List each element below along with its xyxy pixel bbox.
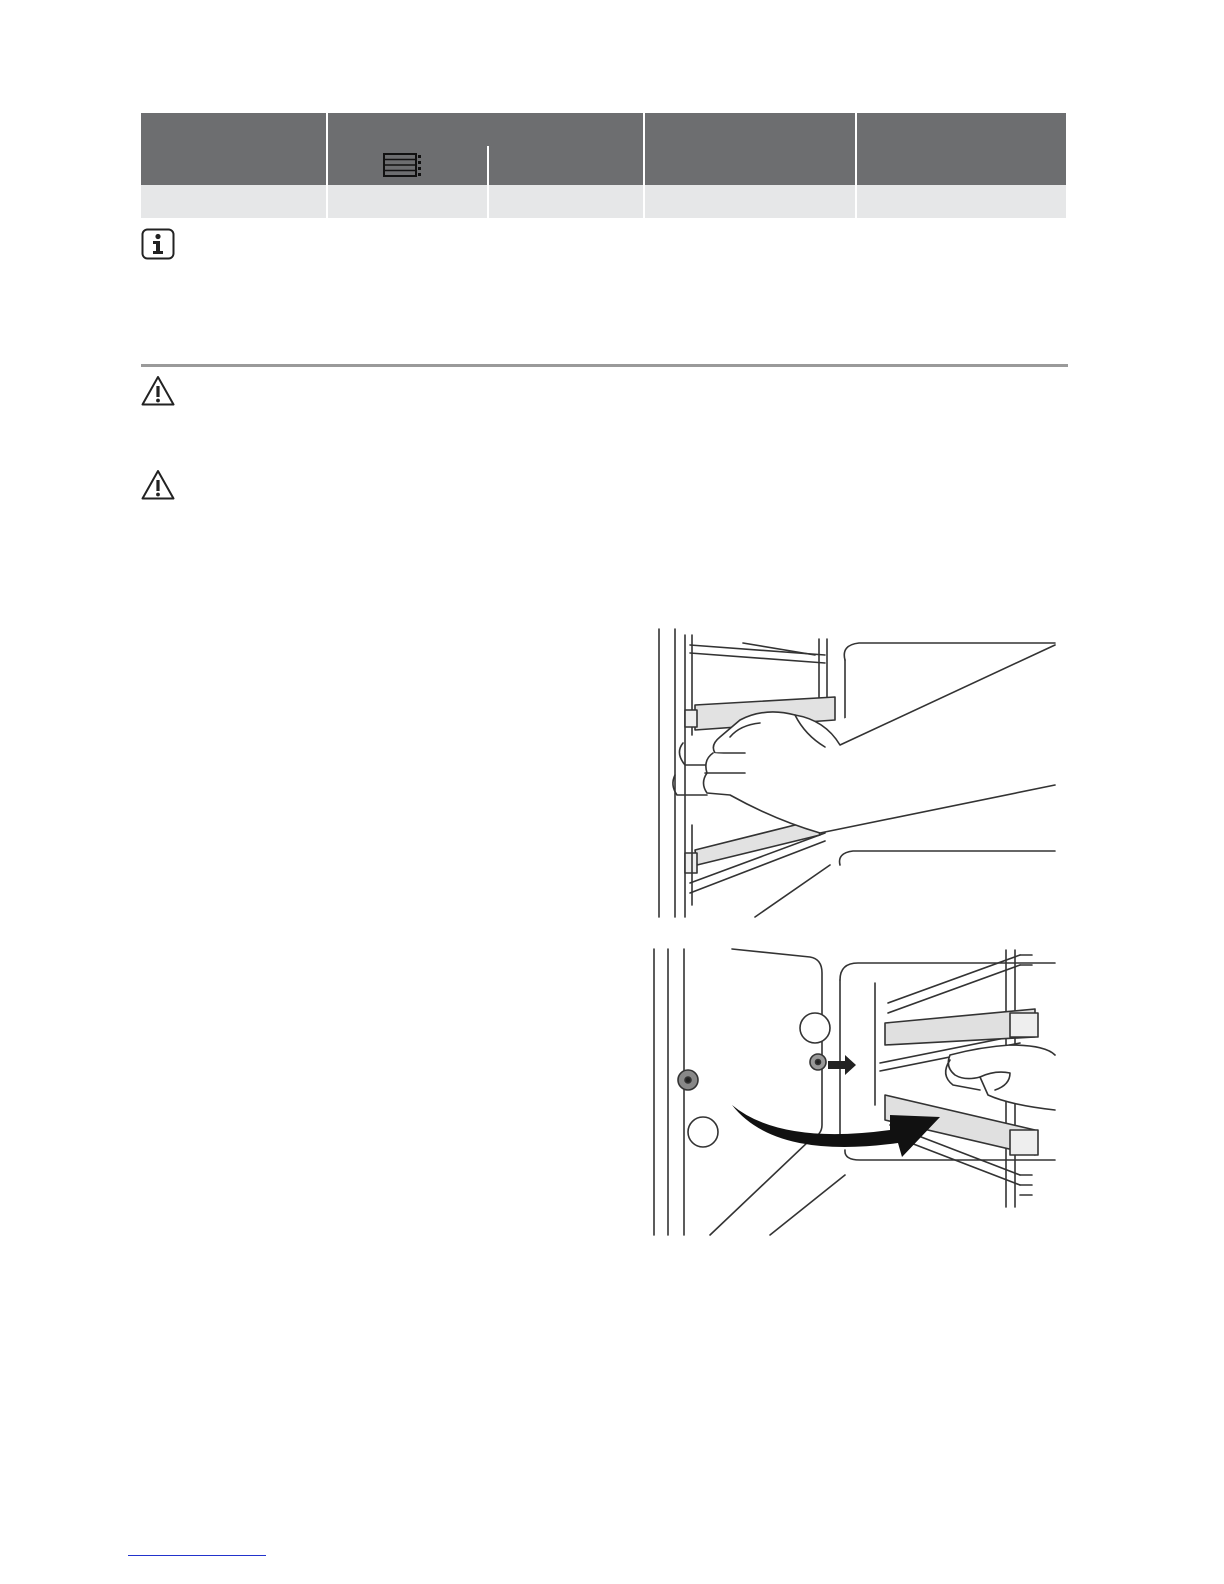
install-shelf-support-illustration <box>650 945 1060 1237</box>
header-divider <box>326 113 328 185</box>
row-divider <box>643 185 645 218</box>
section-divider <box>141 364 1068 367</box>
row-divider <box>487 185 489 218</box>
table-header <box>141 113 1066 185</box>
data-table <box>141 113 1066 218</box>
header-divider <box>643 113 645 185</box>
row-divider <box>326 185 328 218</box>
info-icon <box>141 228 175 260</box>
insert-arrow-icon <box>828 1055 856 1075</box>
warning-icon <box>140 374 176 408</box>
table-row <box>141 185 1066 218</box>
remove-shelf-support-illustration <box>655 625 1060 920</box>
header-subdivider <box>487 146 489 185</box>
warning-icon <box>140 468 176 502</box>
footer-link-underline[interactable] <box>128 1555 266 1556</box>
shelf-positions-icon <box>383 153 423 179</box>
header-divider <box>855 113 857 185</box>
row-divider <box>855 185 857 218</box>
